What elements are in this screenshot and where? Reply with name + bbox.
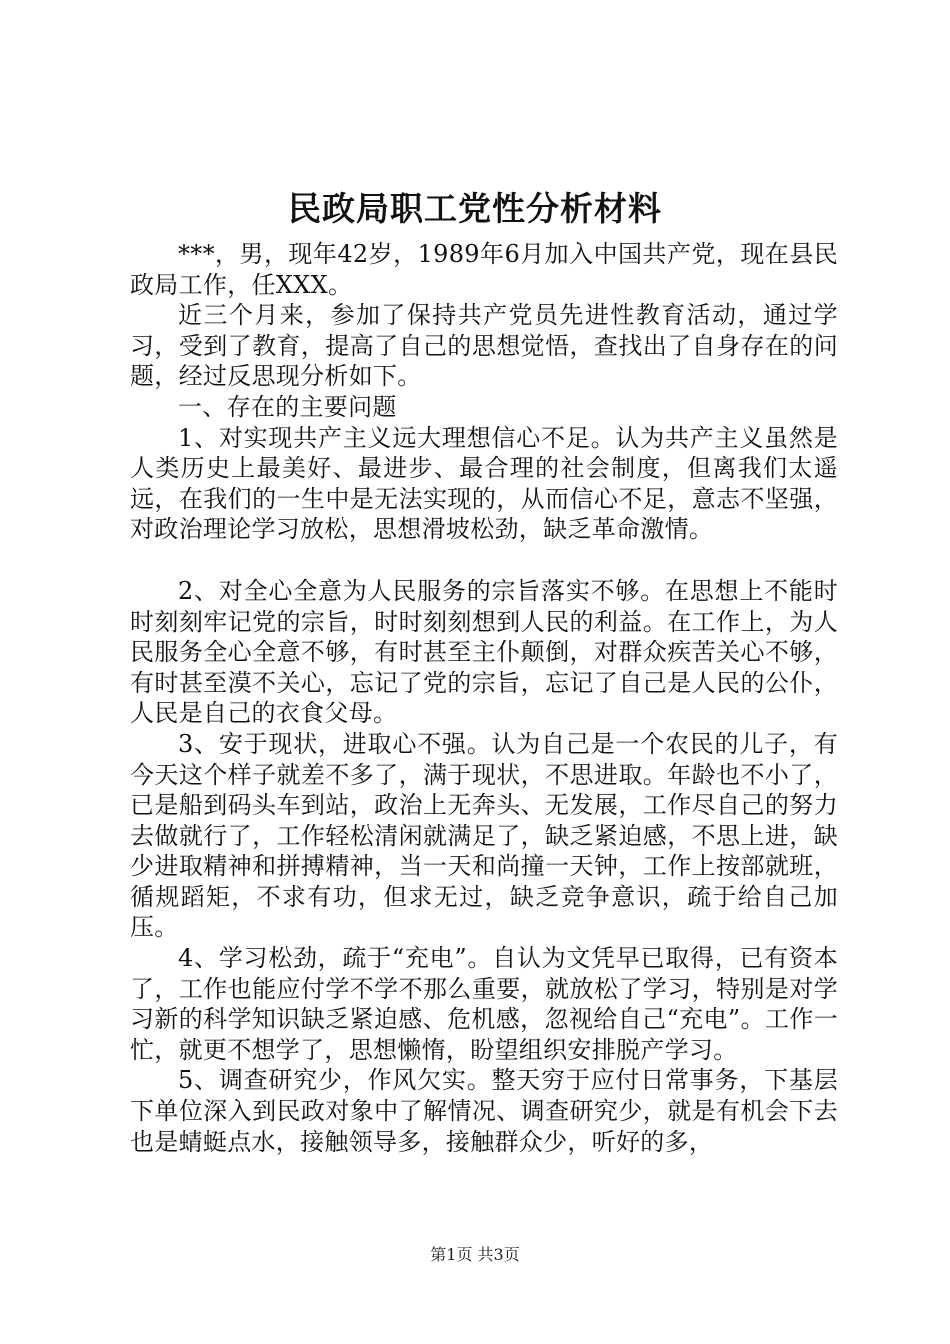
paragraph-intro: ***，男，现年42岁，1989年6月加入中国共产党，现在县民政局工作，任XXX。 xyxy=(130,240,838,299)
paragraph-issue-2: 2、对全心全意为人民服务的宗旨落实不够。在思想上不能时时刻刻牢记党的宗旨，时时刻刻想到人民的利益。在工作上，为人民服务全心全意不够，有时甚至主仆颠倒，对群众疾苦关心不够，有时甚至漠不关心，忘记了党的宗旨，忘记了自己是人民的公仆，人民是自己的衣食父母。 xyxy=(130,576,838,728)
page-number-footer: 第1页 共3页 xyxy=(430,1245,520,1264)
paragraph-overview: 近三个月来，参加了保持共产党员先进性教育活动，通过学习，受到了教育，提高了自己的思想觉悟，查找出了自身存在的问题，经过反思现分析如下。 xyxy=(130,301,838,391)
section-heading: 一、存在的主要问题 xyxy=(178,392,397,421)
paragraph-issue-1: 1、对实现共产主义远大理想信心不足。认为共产主义虽然是人类历史上最美好、最进步、最合理的社会制度，但离我们太遥远，在我们的一生中是无法实现的，从而信心不足，意志不坚强，对政治理论学习放松，思想滑坡松劲，缺乏革命激情。 xyxy=(130,423,838,544)
paragraph-issue-4: 4、学习松劲，疏于“充电”。自认为文凭早已取得，已有资本了，工作也能应付学不学不那么重要，就放松了学习，特别是对学习新的科学知识缺乏紧迫感、危机感，忽视给自己“充电”。工作一忙，就更不想学了，思想懒惰，盼望组织安排脱产学习。 xyxy=(130,944,838,1064)
document-title: 民政局职工党性分析材料 xyxy=(288,189,662,228)
paragraph-issue-5: 5、调查研究少，作风欠实。整天穷于应付日常事务，下基层下单位深入到民政对象中了解情况、调查研究少，就是有机会下去也是蜻蜓点水，接触领导多，接触群众少，听好的多， xyxy=(130,1066,838,1156)
paragraph-issue-3: 3、安于现状，进取心不强。认为自己是一个农民的儿子，有今天这个样子就差不多了，满于现状，不思进取。年龄也不小了，已是船到码头车到站，政治上无奔头、无发展，工作尽自己的努力去做就行了，工作轻松清闲就满足了，缺乏紧迫感，不思上进，缺少进取精神和拼搏精神，当一天和尚撞一天钟，工作上按部就班，循规蹈矩，不求有功，但求无过，缺乏竞争意识，疏于给自己加压。 xyxy=(130,729,838,942)
document-body xyxy=(130,239,838,1157)
